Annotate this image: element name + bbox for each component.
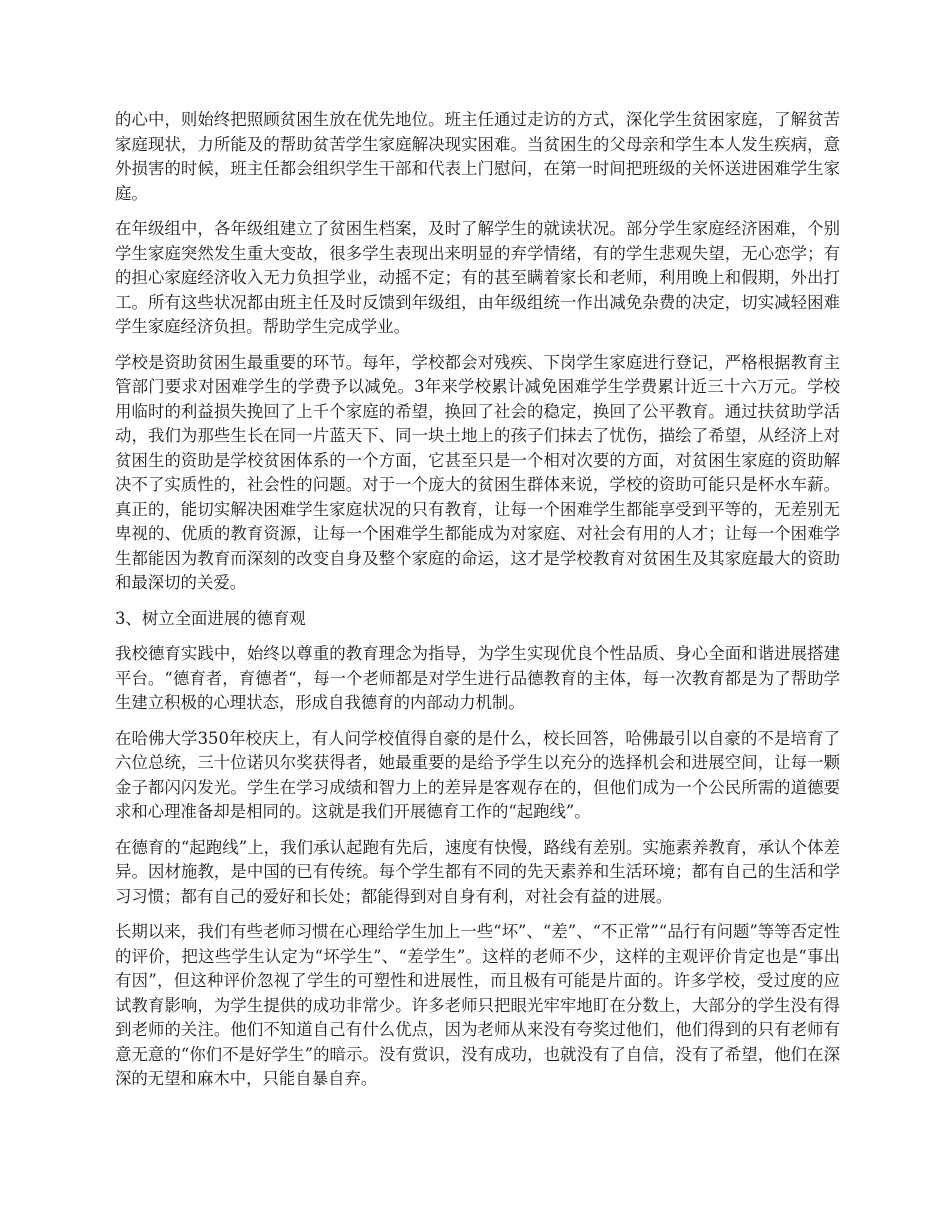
paragraph-starting-line: 在德育的“起跑线”上，我们承认起跑有先后，速度有快慢，路线有差别。实施素养教育，承认个体差异。因材施教，是中国的已有传统。每个学生都有不同的先天素养和生活环境；都有自己的生活和学习习惯；都有自己的爱好和长处；都能得到对自身有利，对社会有益的进展。 (115, 837, 840, 906)
paragraph-negative-evaluation: 长期以来，我们有些老师习惯在心理给学生加上一些“坏”、“差”、“不正常”“品行有问题”等等否定性的评价，把这些学生认定为“坏学生”、“差学生”。这样的老师不少，这样的主观评价肯定也是“事出有因”，但这种评价忽视了学生的可塑性和进展性，而且极有可能是片面的。许多学校，受过度的应试教育影响，为学生提供的成功非常少。许多老师只把眼光牢牢地盯在分数上，大部分的学生没有得到老师的关注。他们不知道自己有什么优点，因为老师从来没有夸奖过他们，他们得到的只有老师有意无意的“你们不是好学生”的暗示。没有赏识，没有成功，也就没有了自信，没有了希望，他们在深深的无望和麻木中，只能自暴自弃。 (115, 922, 840, 1088)
paragraph-school-aid: 学校是资助贫困生最重要的环节。每年，学校都会对残疾、下岗学生家庭进行登记，严格根据教育主管部门要求对困难学生的学费予以减免。3年来学校累计减免困难学生学费累计近三十六万元。学校用临时的利益损失挽回了上千个家庭的希望，换回了社会的稳定，换回了公平教育。通过扶贫助学活动，我们为那些生长在同一片蓝天下、同一块土地上的孩子们抹去了忧伤，描绘了希望，从经济上对贫困生的资助是学校贫困体系的一个方面，它甚至只是一个相对次要的方面，对贫困生家庭的资助解决不了实质性的，社会性的问题。对于一个庞大的贫困生群体来说，学校的资助可能只是杯水车薪。真正的，能切实解决困难学生家庭状况的只有教育，让每一个困难学生都能享受到平等的，无差别无卑视的、优质的教育资源，让每一个困难学生都能成为对家庭、对社会有用的人才；让每一个困难学生都能因为教育而深刻的改变自身及整个家庭的命运，这才是学校教育对贫困生及其家庭最大的资助和最深切的关爱。 (115, 352, 840, 592)
paragraph-harvard-anecdote: 在哈佛大学350年校庆上，有人问学校值得自豪的是什么，校长回答，哈佛最引以自豪的不是培育了六位总统，三十位诺贝尔奖获得者，她最重要的是给予学生以充分的选择机会和进展空间，让每一颗金子都闪闪发光。学生在学习成绩和智力上的差异是客观存在的，但他们成为一个公民所需的道德要求和心理准备却是相同的。这就是我们开展德育工作的“起跑线”。 (115, 728, 840, 821)
paragraph-grade-group: 在年级组中，各年级组建立了贫困生档案，及时了解学生的就读状况。部分学生家庭经济困难，个别学生家庭突然发生重大变故，很多学生表现出来明显的弃学情绪，有的学生悲观失望，无心恋学；有的担心家庭经济收入无力负担学业，动摇不定；有的甚至瞒着家长和老师，利用晚上和假期，外出打工。所有这些状况都由班主任及时反馈到年级组，由年级组统一作出减免杂费的决定，切实减轻困难学生家庭经济负担。帮助学生完成学业。 (115, 219, 840, 336)
paragraph-class-teacher-care: 的心中，则始终把照顾贫困生放在优先地位。班主任通过走访的方式，深化学生贫困家庭，了解贫苦家庭现状，力所能及的帮助贫苦学生家庭解决现实困难。当贫困生的父母亲和学生本人发生疾病，意外损害的时候，班主任都会组织学生干部和代表上门慰问，在第一时间把班级的关怀送进困难学生家庭。 (115, 110, 840, 203)
paragraph-moral-education-practice: 我校德育实践中，始终以尊重的教育理念为指导，为学生实现优良个性品质、身心全面和谐进展搭建平台。“德育者，育德者“，每一个老师都是对学生进行品德教育的主体，每一次教育都是为了帮助学生建立积极的心理状态，形成自我德育的内部动力机制。 (115, 644, 840, 712)
section-heading: 3、树立全面进展的德育观 (115, 608, 306, 628)
document-page (115, 108, 840, 1103)
